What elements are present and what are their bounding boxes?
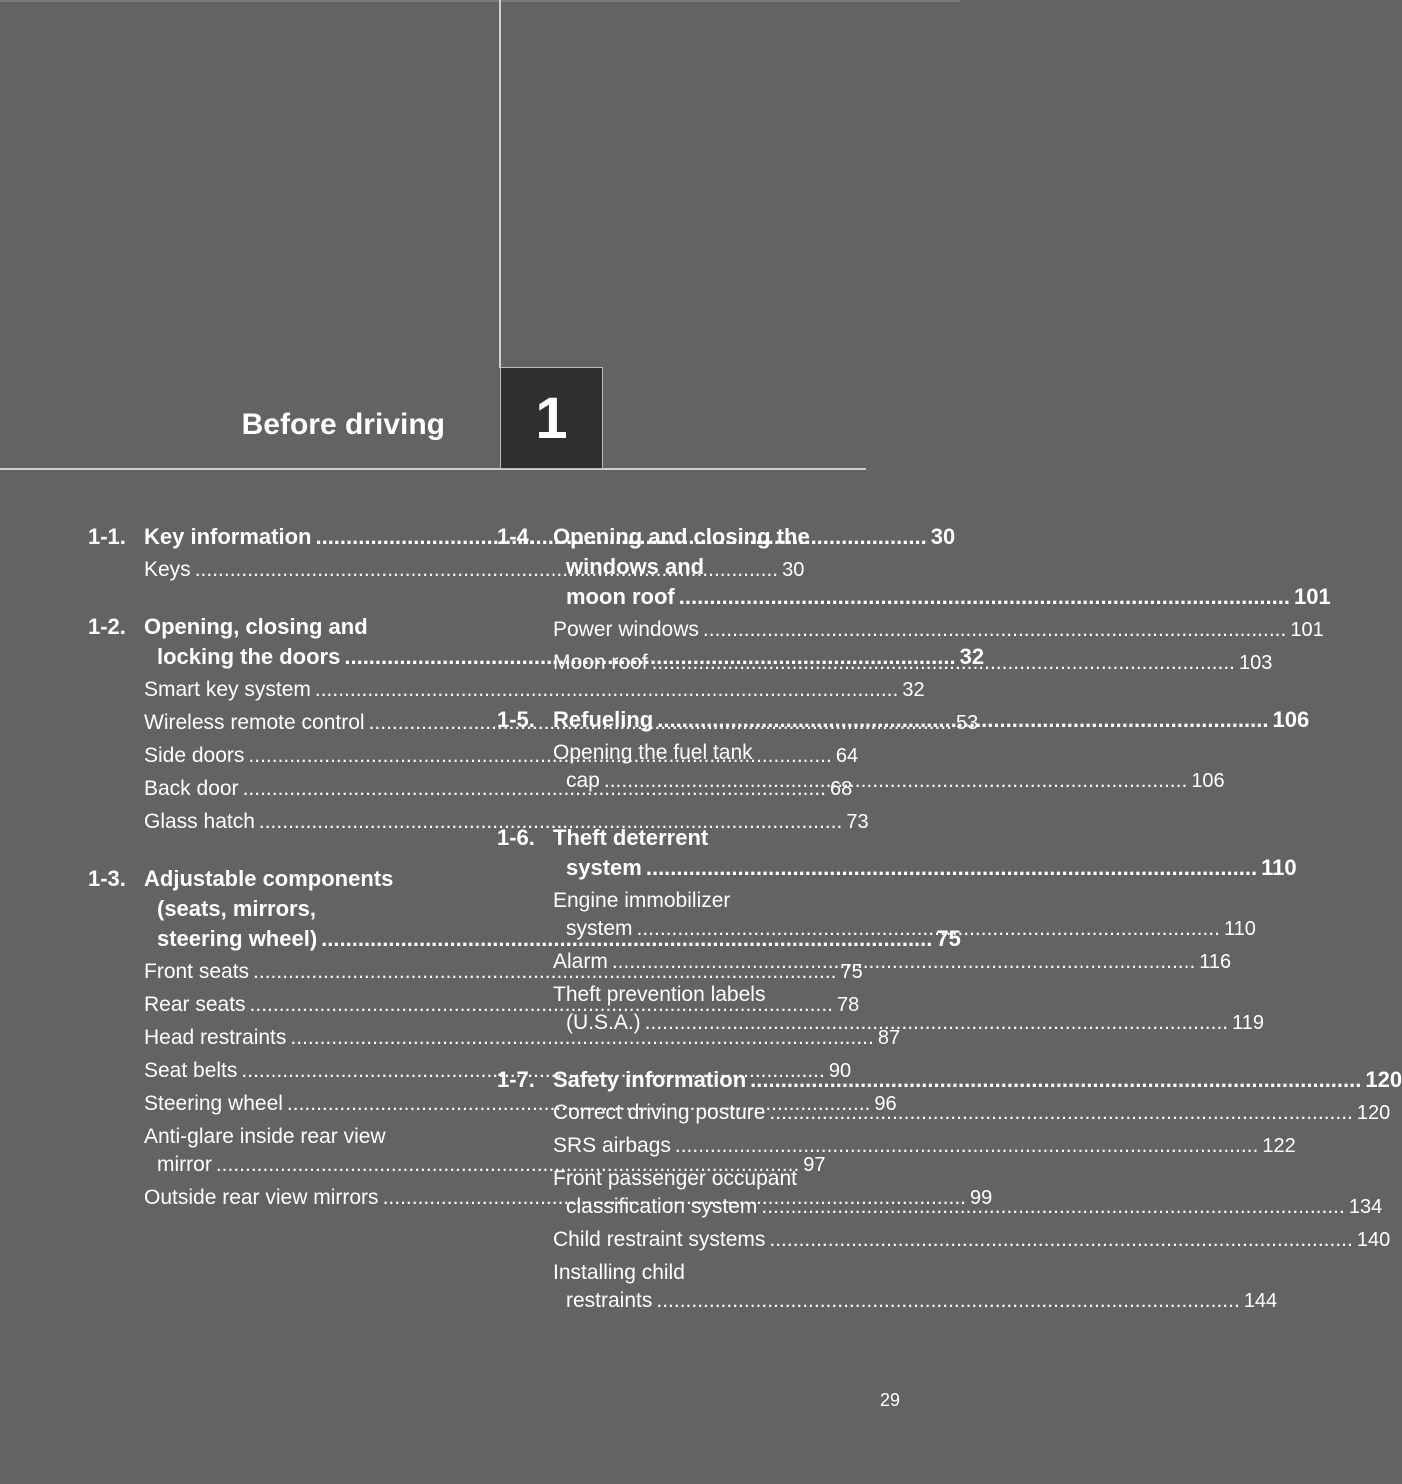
entry-page: 68 [830,778,853,800]
entry-page: 122 [1262,1135,1296,1157]
entry-page: 32 [902,679,925,701]
entry-title: Keys [144,558,191,581]
entry-title: Power windows [553,618,699,641]
section-page: 75 [936,926,961,951]
section-page: 32 [959,644,985,669]
entry-page: 30 [782,559,805,581]
entry-row [553,948,1232,976]
entry-title: Smart key system [144,678,311,701]
section-page: 30 [930,524,956,549]
section-number: 1-1. [88,524,126,549]
dot-leader [750,1065,1361,1095]
section-row [553,853,1297,883]
entry-title: Outside rear view mirrors [144,1186,379,1209]
section-title: Refueling [553,707,654,732]
chapter-divider-vertical [499,0,501,368]
section-number: 1-3. [88,866,126,891]
toc-entry[interactable] [144,676,925,704]
section-title: system [566,855,642,880]
entry-page: 78 [837,994,860,1016]
section-page: 120 [1365,1067,1402,1092]
section-number: 1-7. [497,1067,535,1092]
dot-leader [675,1132,1258,1160]
entry-title: Steering wheel [144,1092,283,1115]
entry-page: 87 [877,1027,901,1049]
section-number: 1-5. [497,707,535,732]
dot-leader [637,915,1220,943]
dot-leader [656,1287,1239,1315]
section-number: 1-4. [497,524,535,549]
dot-leader [646,853,1257,883]
entry-title: Wireless remote control [144,711,365,734]
entry-row [144,808,869,836]
entry-page: 73 [846,811,869,833]
entry-page: 110 [1223,918,1256,940]
entry-title: SRS airbags [553,1134,671,1157]
section-title: Key information [144,524,312,549]
section-heading[interactable] [497,823,1297,883]
section-row [553,582,1331,612]
entry-page: 103 [1239,652,1273,674]
section-items [553,739,1225,795]
section-title: steering wheel) [157,926,318,951]
entry-row [553,767,1225,795]
entry-row [144,1024,901,1052]
toc-entry[interactable] [553,616,1324,644]
section-title-line: Opening and closing the [553,524,810,549]
entry-title: mirror [157,1153,212,1176]
entry-title: Correct driving posture [553,1101,766,1124]
toc-entry[interactable] [144,1024,901,1052]
dot-leader [645,1009,1228,1037]
entry-row [144,676,925,704]
entry-title: Back door [144,777,239,800]
toc-entry[interactable] [553,1132,1296,1160]
section-number: 1-6. [497,825,535,850]
entry-title-line: Installing child [553,1261,685,1284]
section-title-block [553,1065,1402,1095]
entry-title: (U.S.A.) [566,1011,641,1034]
section-page: 101 [1294,584,1331,609]
entry-title: Rear seats [144,993,246,1016]
dot-leader [679,582,1290,612]
entry-title: Front seats [144,960,250,983]
section-title: Safety information [553,1067,747,1092]
section-title-line: Adjustable components [144,866,394,891]
entry-title: cap [566,769,600,792]
section-title-block [553,705,1309,735]
entry-title-line: Theft prevention labels [553,983,766,1006]
entry-page: 134 [1348,1196,1383,1218]
chapter-title: Before driving [241,408,445,441]
dot-leader [769,1099,1352,1127]
entry-title: Alarm [553,950,608,973]
section-number: 1-2. [88,614,126,639]
dot-leader [761,1193,1344,1221]
entry-page: 90 [828,1060,852,1082]
section-title-block [553,522,1331,612]
entry-title: Moon roof [553,651,648,674]
entry-page: 97 [803,1154,826,1176]
dot-leader [769,1226,1352,1254]
entry-page: 120 [1356,1102,1391,1124]
entry-page: 116 [1199,951,1232,973]
entry-title: classification system [566,1195,758,1218]
entry-page: 75 [840,961,863,983]
entry-page: 140 [1356,1229,1391,1251]
entry-title: restraints [566,1289,653,1312]
entry-page: 119 [1232,1012,1265,1034]
entry-row [553,1226,1391,1254]
dot-leader [652,649,1235,677]
section-title-line: Theft deterrent [553,825,709,850]
section-row [553,705,1309,735]
entry-title: Side doors [144,744,245,767]
toc-entry[interactable] [553,981,1265,1037]
dot-leader [604,767,1187,795]
dot-leader [703,616,1286,644]
entry-page: 101 [1290,619,1324,641]
section-page: 110 [1261,855,1297,880]
section-title-line: Opening, closing and [144,614,368,639]
dot-leader [657,705,1268,735]
entry-title-line: Engine immobilizer [553,889,731,912]
section-row [553,1065,1402,1095]
toc-entry[interactable] [553,948,1232,976]
dot-leader [612,948,1195,976]
entry-title-line: Front passenger occupant [553,1167,797,1190]
entry-title-line: Anti-glare inside rear view [144,1125,386,1148]
toc-entry[interactable] [553,739,1225,795]
chapter-divider-horizontal [0,468,866,470]
entry-title: system [566,917,633,940]
section-title: locking the doors [157,644,341,669]
section-title-line: windows and [566,554,705,579]
top-rule [0,0,960,2]
entry-title: Glass hatch [144,810,255,833]
entry-row [553,616,1324,644]
entry-title-line: Opening the fuel tank [553,741,753,764]
entry-page: 106 [1191,770,1225,792]
toc-entry[interactable] [553,1226,1391,1254]
page-number: 29 [879,1390,900,1410]
section-title: moon roof [566,584,675,609]
entry-title: Head restraints [144,1026,287,1049]
toc-entry[interactable] [144,808,869,836]
section-title-line: (seats, mirrors, [157,896,316,921]
entry-row [553,1132,1296,1160]
entry-row [553,1287,1278,1315]
entry-page: 99 [970,1187,993,1209]
entry-page: 96 [874,1093,897,1115]
section-heading[interactable] [497,1065,1402,1095]
entry-page: 144 [1243,1290,1278,1312]
section-page: 106 [1272,707,1310,732]
chapter-number-tab: 1 [500,367,603,469]
entry-page: 64 [835,745,859,767]
section-title-block [553,823,1297,883]
entry-title: Seat belts [144,1059,238,1082]
entry-title: Child restraint systems [553,1228,766,1251]
toc-entry[interactable] [553,1259,1278,1315]
entry-page: 53 [956,712,979,734]
entry-row [553,1009,1265,1037]
